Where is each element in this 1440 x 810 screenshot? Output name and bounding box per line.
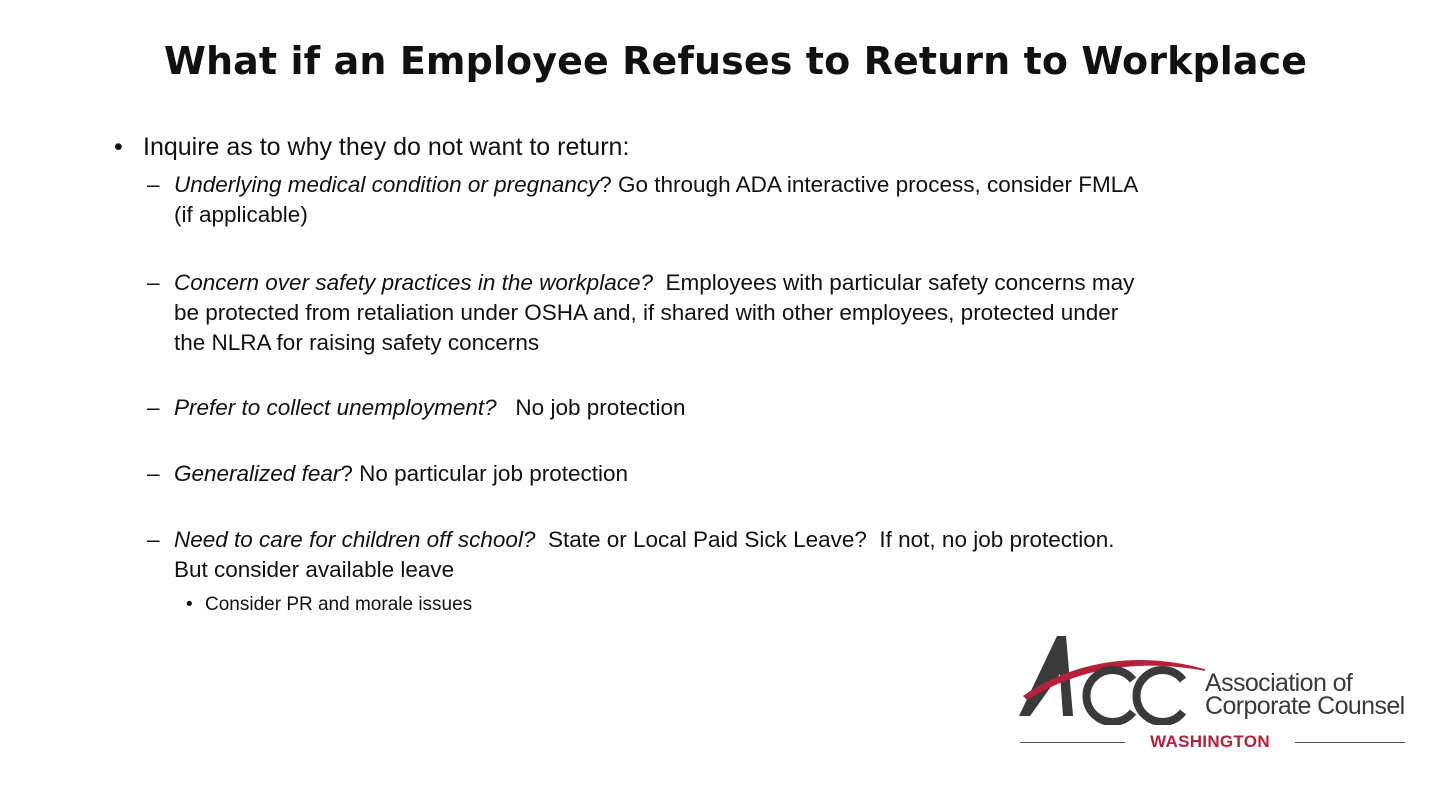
logo-divider-right <box>1295 742 1405 743</box>
sub-sub-bullet-text: Consider PR and morale issues <box>205 594 473 615</box>
sub-bullet-fear <box>147 459 1147 489</box>
logo-letter-c2 <box>1137 670 1183 722</box>
logo-divider-left <box>1020 742 1125 743</box>
logo-wordmark <box>1205 669 1405 720</box>
sub-bullet-question: Generalized fear <box>174 461 341 486</box>
dash-marker: – <box>147 395 160 420</box>
sub-bullet-answer: No job protection <box>496 395 686 420</box>
dash-marker: – <box>147 270 160 295</box>
sub-sub-bullet <box>186 592 472 618</box>
logo-letter-c1 <box>1087 670 1133 722</box>
bullet-marker: • <box>186 594 193 615</box>
logo-chapter: WASHINGTON <box>1150 732 1270 751</box>
dash-marker: – <box>147 461 160 486</box>
sub-bullet-answer: ? Go through ADA interactive process, consider FMLA (if applicable) <box>174 172 1138 227</box>
sub-bullet-childcare <box>147 525 1147 585</box>
acc-logo <box>1015 630 1410 760</box>
sub-bullet-safety <box>147 268 1147 358</box>
dash-marker: – <box>147 172 160 197</box>
bullet-marker: • <box>114 133 123 161</box>
sub-bullet-question: Underlying medical condition or pregnancy <box>174 172 600 197</box>
sub-bullet-question: Concern over safety practices in the workplace? <box>174 270 653 295</box>
sub-bullet-unemployment <box>147 393 1147 423</box>
logo-name-line1: Association of <box>1205 669 1353 697</box>
logo-name-line2: Corporate Counsel <box>1205 692 1405 720</box>
sub-bullet-question: Prefer to collect unemployment? <box>174 395 497 420</box>
sub-bullet-medical <box>147 170 1147 230</box>
slide-title: What if an Employee Refuses to Return to Workplace <box>164 39 1308 83</box>
main-bullet-text: Inquire as to why they do not want to return: <box>143 133 630 161</box>
dash-marker: – <box>147 527 160 552</box>
main-bullet <box>114 131 629 163</box>
sub-bullet-answer: ? No particular job protection <box>340 461 629 486</box>
acc-logo-mark <box>1015 630 1205 725</box>
sub-bullet-answer: Employees with particular safety concerns may be protected from retaliation under OSHA and, if shared with other employees, protected under the NLRA for raising safety concerns <box>174 270 1141 355</box>
sub-bullet-question: Need to care for children off school? <box>174 527 536 552</box>
sub-bullet-answer: State or Local Paid Sick Leave? If not, no job protection. But consider available leave <box>174 527 1121 582</box>
